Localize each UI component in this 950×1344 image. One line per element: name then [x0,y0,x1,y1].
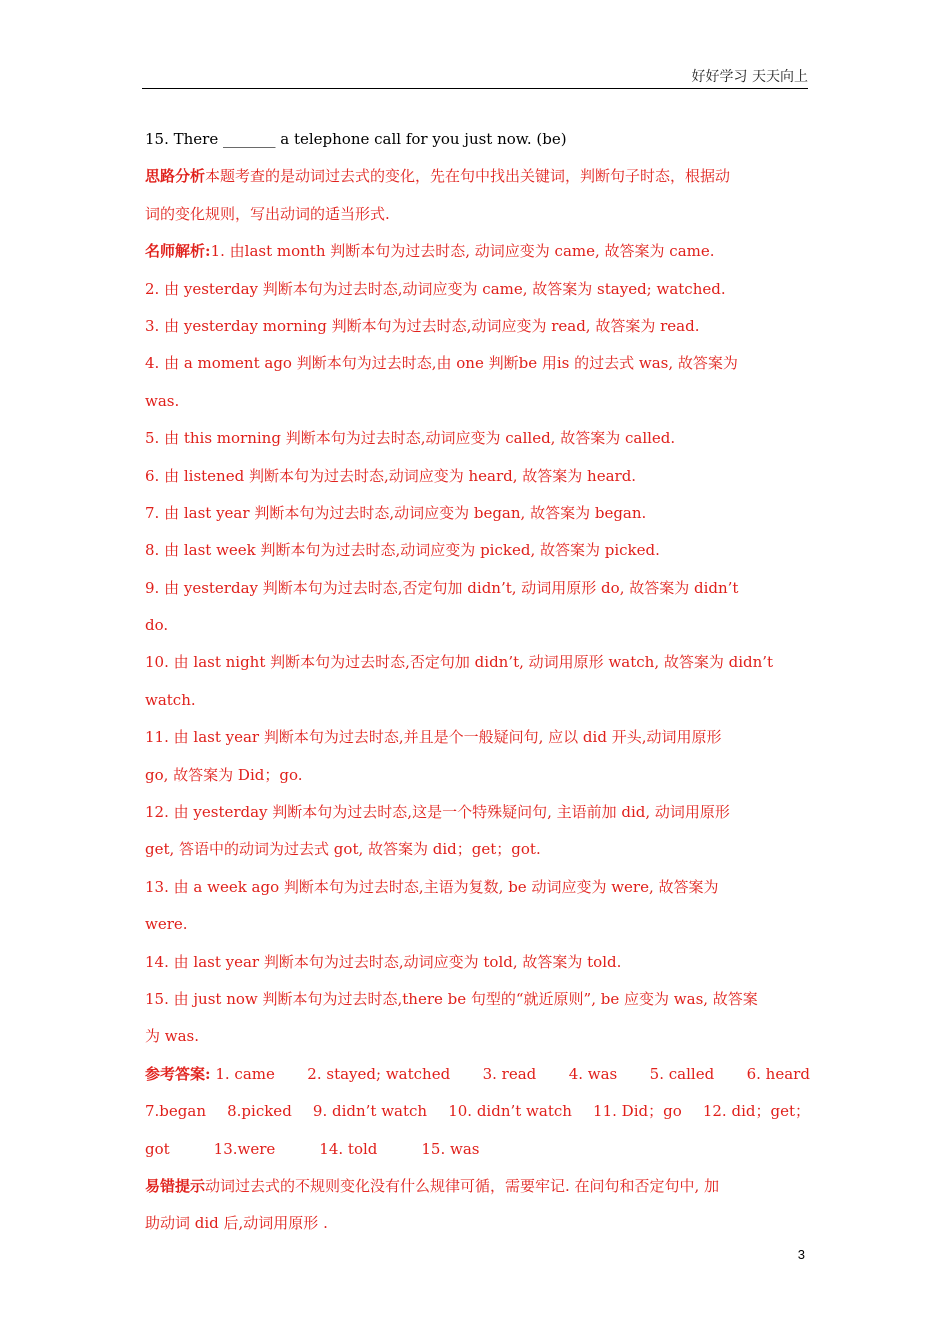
answer-11: 11. Did；go [593,1102,682,1121]
explanation-item-4b: was. [145,391,180,410]
analysis-label: 思路分析 [145,167,206,186]
answers-row-1 [145,1056,810,1093]
explanation-item-7: 7. 由 last year 判断本句为过去时态,动词应变为 began, 故答案为 began. [145,503,647,522]
answer-1: 1. came [215,1064,275,1083]
answer-15: 15. was [421,1139,480,1158]
answer-6: 6. heard [746,1064,810,1083]
explanation-item-12b: get, 答语中的动词为过去式 got, 故答案为 did；get；got. [145,840,541,859]
explanation-item-15a: 15. 由 just now 判断本句为过去时态,there be 句型的“就近原则”, be 应变为 was, 故答案 [145,989,758,1008]
answer-10: 10. didn’t watch [448,1102,572,1121]
question-15: 15. There _______ a telephone call for you just now. (be) [145,130,567,148]
page-number: 3 [797,1247,805,1262]
analysis-text-1: 本题考查的是动词过去式的变化，先在句中找出关键词，判断句子时态，根据动 [205,167,731,186]
explanation-item-9b: do. [145,616,169,635]
explanation-item-2: 2. 由 yesterday 判断本句为过去时态,动词应变为 came, 故答案为 stayed; watched. [145,279,726,298]
explanation-item-10a: 10. 由 last night 判断本句为过去时态,否定句加 didn’t, 动词用原形 watch, 故答案为 didn’t [145,653,774,672]
header-rule [142,88,808,89]
answer-5: 5. called [649,1064,715,1083]
explanation-item-15b: 为 was. [145,1027,200,1046]
answers-row-3 [145,1131,810,1168]
answer-2: 2. stayed; watched [307,1064,451,1083]
explanation-item-13b: were. [145,915,188,934]
answer-12-end: got [145,1139,170,1158]
explanation-item-8: 8. 由 last week 判断本句为过去时态,动词应变为 picked, 故答案为 picked. [145,541,660,560]
answers-row-2 [145,1093,810,1130]
explanation-item-9a: 9. 由 yesterday 判断本句为过去时态,否定句加 didn’t, 动词用原形 do, 故答案为 didn’t [145,578,739,597]
tips-text-1: 动词过去式的不规则变化没有什么规律可循，需要牢记. 在问句和否定句中, 加 [205,1176,720,1195]
explanation-item-13a: 13. 由 a week ago 判断本句为过去时态,主语为复数, be 动词应变为 were, 故答案为 [145,877,719,896]
tips-line-2: 助动词 did 后,动词用原形 . [145,1214,328,1233]
explanation-item-5: 5. 由 this morning 判断本句为过去时态,动词应变为 called, 故答案为 called. [145,429,676,448]
answer-8: 8.picked [227,1102,292,1121]
explanation-colon: : [205,242,211,261]
analysis-line-1 [145,158,810,195]
explanation-item-6: 6. 由 listened 判断本句为过去时态,动词应变为 heard, 故答案为 heard. [145,466,637,485]
answer-12: 12. did；get； [702,1102,810,1121]
analysis-line-2: 词的变化规则，写出动词的适当形式. [145,204,390,223]
explanation-item-11a: 11. 由 last year 判断本句为过去时态,并且是个一般疑问句, 应以 did 开头,动词用原形 [145,728,722,747]
answer-14: 14. told [319,1139,378,1158]
explanation-item-11b: go, 故答案为 Did；go. [145,765,303,784]
answers-colon: : [205,1064,211,1083]
answer-3: 3. read [482,1064,537,1083]
answer-9: 9. didn’t watch [312,1102,428,1121]
page-header: 好好学习 天天向上 [691,69,808,85]
answer-4: 4. was [568,1064,618,1083]
document-body [145,121,810,1243]
explanation-item-14: 14. 由 last year 判断本句为过去时态,动词应变为 told, 故答案为 told. [145,952,622,971]
explanation-item-10b: watch. [145,690,196,709]
answers-label: 参考答案 [145,1064,206,1083]
explanation-label: 名师解析 [145,242,206,261]
explanation-item-12a: 12. 由 yesterday 判断本句为过去时态,这是一个特殊疑问句, 主语前加 did, 动词用原形 [145,803,730,822]
explanation-item-4a: 4. 由 a moment ago 判断本句为过去时态,由 one 判断be 用is 的过去式 was, 故答案为 [145,354,738,373]
tips-line-1 [145,1168,810,1205]
tips-label: 易错提示 [145,1176,206,1195]
explanation-line-1 [145,233,810,270]
answer-7: 7.began [145,1102,206,1121]
explanation-item-3: 3. 由 yesterday morning 判断本句为过去时态,动词应变为 read, 故答案为 read. [145,316,700,335]
answer-13: 13.were [213,1139,276,1158]
explanation-item-1: 1. 由last month 判断本句为过去时态, 动词应变为 came, 故答案为 came. [210,242,715,261]
